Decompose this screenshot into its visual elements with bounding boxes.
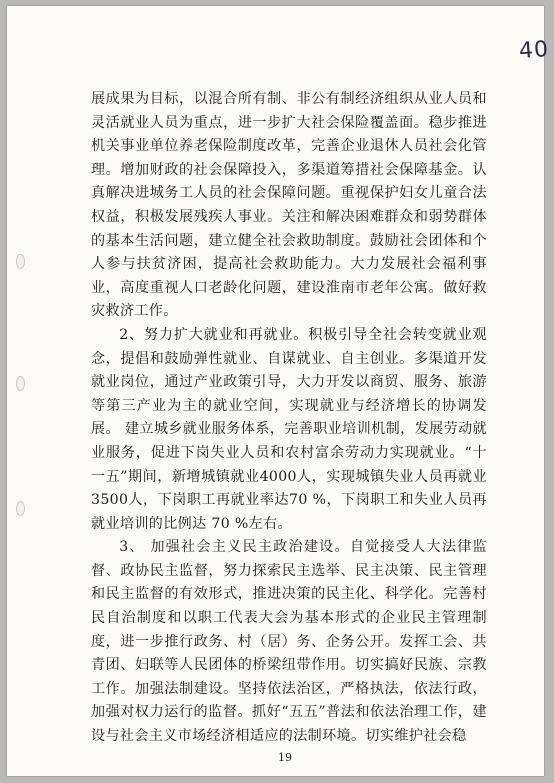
paragraph-democratic-politics: 3、 加强社会主义民主政治建设。自觉接受人大法律监督、政协民主监督，努力探索民主选举、民主决策、民主管理和民主监督的有效形式，推进决策的民主化、科学化。完善村民自治制度和以职工代表大会为基本形式的企业民主管理制度，进一步推行政务、村（居）务、企务公开。发挥工会、共青团、妇联等人民团体的桥梁纽带作用。切实搞好民族、宗教工作。加强法制建设。坚持依法治区，严格执法，依法行政，加强对权力运行的监督。抓好“五五”普法和依法治理工作，建设与社会主义市场经济相适应的法制环境。切实维护社会稳 bbox=[91, 539, 487, 745]
paragraph-employment: 2、努力扩大就业和再就业。积极引导全社会转变就业观念，提倡和鼓励弹性就业、自谋就业、自主创业。多渠道开发就业岗位，通过产业政策引导，大力开发以商贸、服务、旅游等第三产业为主的就业空间，实现就业与经济增长的协调发展。 建立城乡就业服务体系，完善职业培训机制，发展劳动就业服务，促进下岗失业人员和农村富余劳动力实现就业。“十一五”期间，新增城镇就业4000人，实现城镇失业人员再就业3500人，下岗职工再就业率达70 %，下岗职工和失业人员再就业培训的比例达 70 %左右。 bbox=[91, 326, 487, 532]
binding-hole-mark bbox=[16, 501, 25, 516]
handwritten-page-number: 40 bbox=[518, 36, 550, 65]
document-body bbox=[91, 88, 487, 749]
document-page bbox=[7, 6, 550, 776]
binding-hole-mark bbox=[16, 254, 25, 269]
paragraph-social-security: 展成果为目标，以混合所有制、非公有制经济组织从业人员和灵活就业人员为重点，进一步扩大社会保险覆盖面。稳步推进机关事业单位养老保险制度改革，完善企业退休人员社会化管理。增加财政的社会保障投入，多渠道筹措社会保障基金。认真解决进城务工人员的社会保障问题。重视保护妇女儿童合法权益，积极发展残疾人事业。关注和解决困难群众和弱势群体的基本生活问题，建立健全社会救助制度。鼓励社会团体和个人参与扶贫济困，提高社会救助能力。大力发展社会福利事业，高度重视人口老龄化问题，建设淮南市老年公寓。做好救灾救济工作。 bbox=[91, 91, 487, 320]
binding-hole-mark bbox=[16, 376, 25, 391]
footer-page-number: 19 bbox=[278, 751, 292, 764]
